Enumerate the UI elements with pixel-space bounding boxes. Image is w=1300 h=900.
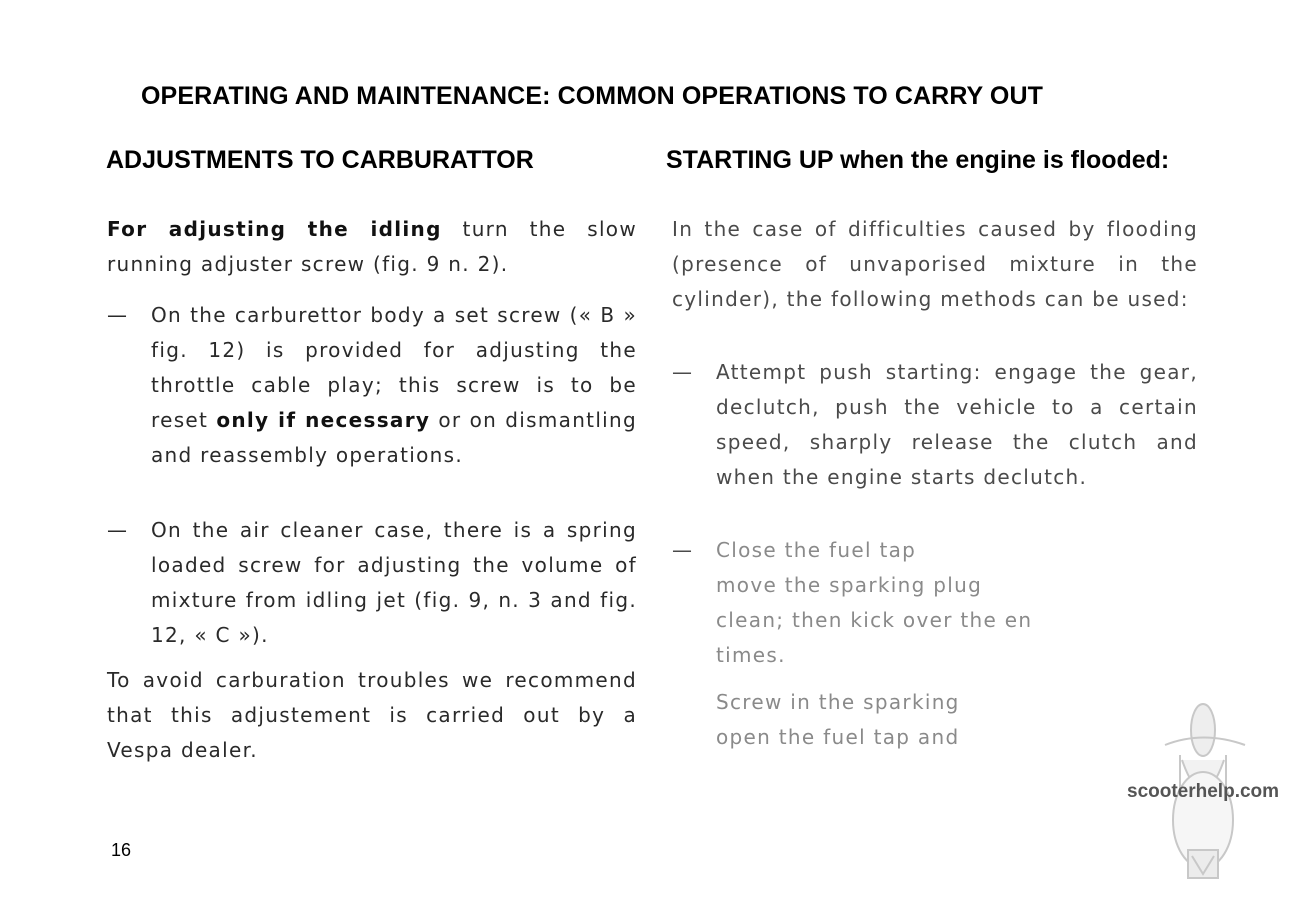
closing-paragraph: To avoid carburation troubles we recommend that this adjustement is carried out by a Vespa dealer. bbox=[107, 668, 637, 762]
sparking-plug-line-2: open the fuel tap and bbox=[716, 725, 960, 749]
flooding-paragraph: In the case of difficulties caused by flooding (presence of unvaporised mixture in the cylinder), the following methods can be used: bbox=[672, 217, 1198, 311]
right-section-heading: STARTING UP when the engine is flooded: bbox=[666, 146, 1170, 174]
sparking-plug-line-1: Screw in the sparking bbox=[716, 690, 960, 714]
idling-paragraph bbox=[107, 212, 637, 282]
dash-bullet: — bbox=[107, 518, 129, 542]
spring-screw-text: On the air cleaner case, there is a spring loaded screw for adjusting the volume of mixture from idling jet (fig. 9, n. 3 and fig. 12, « C »). bbox=[151, 518, 637, 647]
idling-text: turn the slow running adjuster screw (fig. 9 n. 2). bbox=[107, 217, 637, 276]
list-item-push-start bbox=[672, 355, 1198, 495]
idling-bold-lead: For adjusting the idling bbox=[107, 217, 442, 241]
set-screw-bold: only if necessary bbox=[216, 408, 431, 432]
list-item-set-screw bbox=[107, 298, 637, 473]
fuel-tap-line-2: move the sparking plug bbox=[716, 573, 983, 597]
set-screw-text-b: or on dismantling and reassembly operations. bbox=[151, 408, 638, 467]
left-section-heading: ADJUSTMENTS TO CARBURATTOR bbox=[106, 146, 534, 174]
right-column bbox=[672, 212, 1198, 755]
list-item-fuel-tap bbox=[672, 533, 1198, 673]
set-screw-text-a: On the carburettor body a set screw (« B » fig. 12) is provided for adjusting the throttle cable play; this screw is to be reset bbox=[151, 303, 637, 432]
dash-bullet: — bbox=[672, 360, 694, 384]
fuel-tap-line-4: times. bbox=[716, 643, 786, 667]
dash-bullet: — bbox=[672, 538, 694, 562]
fuel-tap-line-3: clean; then kick over the en bbox=[716, 608, 1033, 632]
list-item-spring-screw bbox=[107, 513, 637, 653]
left-column bbox=[107, 212, 637, 768]
watermark-text[interactable]: scooterhelp.com bbox=[1127, 781, 1280, 802]
page-heading: OPERATING AND MAINTENANCE: COMMON OPERATIONS TO CARRY OUT bbox=[141, 82, 1044, 110]
push-start-text: Attempt push starting: engage the gear, declutch, push the vehicle to a certain speed, sharply release the clutch and when the engine starts declutch. bbox=[716, 360, 1198, 489]
fuel-tap-line-1: Close the fuel tap bbox=[716, 538, 917, 562]
dash-bullet: — bbox=[107, 303, 129, 327]
page-number: 16 bbox=[111, 840, 132, 860]
